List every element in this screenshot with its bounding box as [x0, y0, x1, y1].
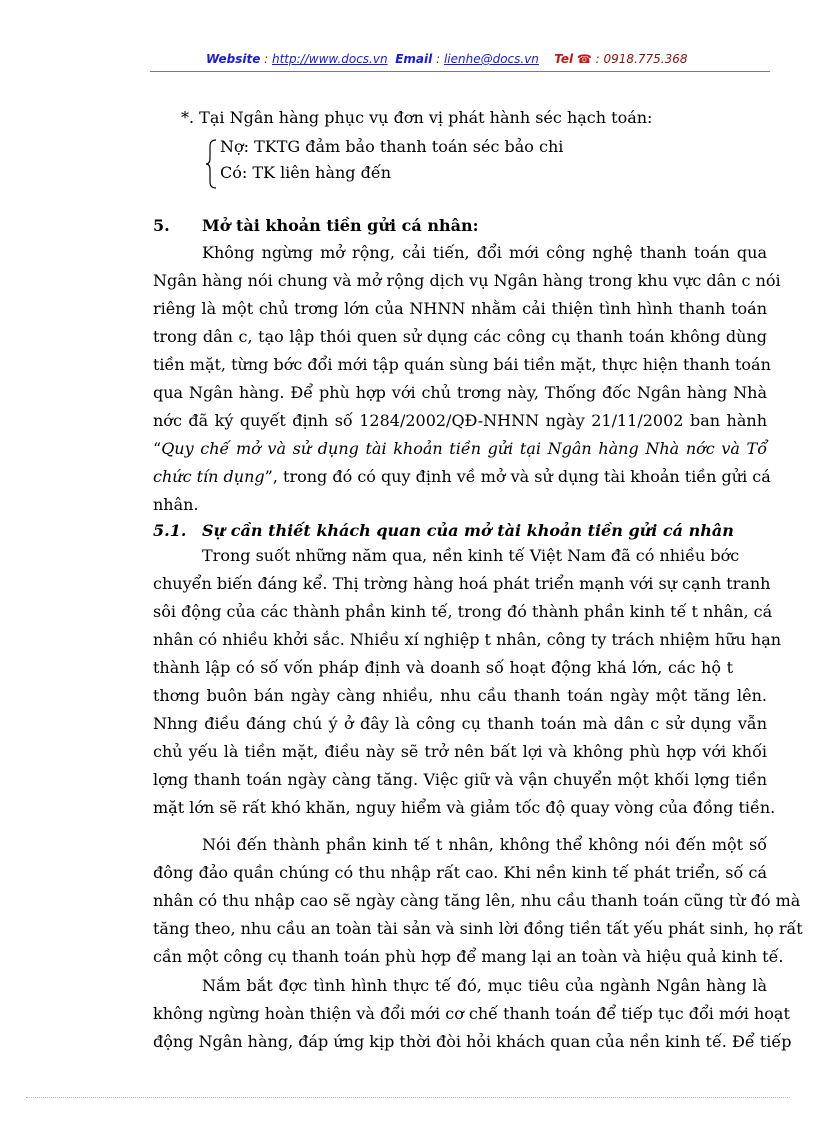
- paragraph-line: chủ yếu là tiền mặt, điều này sẽ trở nên bất lợi và không phù hợp với khối: [153, 742, 767, 761]
- section-5-number: 5.: [153, 216, 170, 235]
- page-header: [206, 52, 688, 66]
- paragraph-line: thơng buôn bán ngày càng nhiều, nhu cầu thanh toán ngày một tăng lên.: [153, 686, 767, 705]
- paragraph-line: Nhng điều đáng chú ý ở đây là công cụ thanh toán mà dân c sử dụng vẫn: [153, 714, 767, 733]
- paragraph-line: Ngân hàng nói chung và mở rộng dịch vụ Ngân hàng trong khu vực dân c nói: [153, 271, 781, 290]
- paragraph-line: trong dân c, tạo lập thói quen sử dụng các công cụ thanh toán không dùng: [153, 327, 767, 346]
- credit-entry: Có: TK liên hàng đến: [220, 163, 392, 182]
- website-link[interactable]: http://www.docs.vn: [272, 52, 388, 66]
- paragraph-line: [153, 467, 771, 487]
- email-label: Email: [395, 52, 433, 66]
- paragraph-text: ”, trong đó có quy định về mở và sử dụng tài khoản tiền gửi cá: [264, 467, 771, 486]
- paragraph-line: cần một công cụ thanh toán phù hợp để mang lại an toàn và hiệu quả kinh tế.: [153, 947, 784, 966]
- phone-icon: ☎: [576, 52, 592, 66]
- header-divider: [150, 71, 770, 72]
- paragraph-line: mặt lớn sẽ rất khó khăn, nguy hiểm và giảm tốc độ quay vòng của đồng tiền.: [153, 798, 776, 817]
- regulation-title-end: chức tín dụng: [153, 467, 265, 486]
- paragraph-line: không ngừng hoàn thiện và đổi mới cơ chế thanh toán để tiếp tục đổi mới hoạt: [153, 1004, 790, 1023]
- section-5-1-number: 5.1.: [153, 521, 187, 540]
- website-label: Website: [206, 52, 261, 66]
- tel-label: Tel: [554, 52, 574, 66]
- brace-icon: [206, 139, 218, 189]
- paragraph-line: đông đảo quần chúng có thu nhập rất cao. Khi nền kinh tế phát triển, số cá: [153, 863, 767, 882]
- paragraph-line: nhân có nhiều khởi sắc. Nhiều xí nghiệp t nhân, công ty trách nhiệm hữu hạn: [153, 630, 782, 649]
- paragraph-line: nhân có thu nhập cao sẽ ngày càng tăng lên, nhu cầu thanh toán cũng từ đó mà: [153, 891, 801, 910]
- accounting-intro: *. Tại Ngân hàng phục vụ đơn vị phát hành séc hạch toán:: [181, 108, 653, 127]
- debit-entry: Nợ: TKTG đảm bảo thanh toán séc bảo chi: [220, 137, 564, 156]
- paragraph-line: qua Ngân hàng. Để phù hợp với chủ trơng này, Thống đốc Ngân hàng Nhà: [153, 383, 767, 402]
- paragraph-line: lợng thanh toán ngày càng tăng. Việc giữ và vận chuyển một khối lợng tiền: [153, 770, 767, 789]
- paragraph-line: Không ngừng mở rộng, cải tiến, đổi mới công nghệ thanh toán qua: [202, 243, 767, 262]
- quote-open: “: [153, 439, 162, 458]
- footer-divider: [26, 1097, 790, 1098]
- paragraph-line: chuyển biến đáng kể. Thị trờng hàng hoá phát triển mạnh với sự cạnh tranh: [153, 574, 771, 593]
- paragraph-line: riêng là một chủ trơng lớn của NHNN nhằm cải thiện tình hình thanh toán: [153, 299, 767, 318]
- section-5-title: Mở tài khoản tiền gửi cá nhân:: [202, 216, 479, 235]
- paragraph-line: Nói đến thành phần kinh tế t nhân, không thể không nói đến một số: [202, 835, 767, 854]
- paragraph-line: thành lập có số vốn pháp định và doanh số hoạt động khá lớn, các hộ t: [153, 658, 733, 677]
- paragraph-line: động Ngân hàng, đáp ứng kịp thời đòi hỏi khách quan của nền kinh tế. Để tiếp: [153, 1032, 792, 1051]
- tel-value: : 0918.775.368: [591, 52, 688, 66]
- header-sep: :: [432, 52, 444, 66]
- paragraph-line: Nắm bắt đợc tình hình thực tế đó, mục tiêu của ngành Ngân hàng là: [202, 976, 767, 995]
- paragraph-line: Trong suốt những năm qua, nền kinh tế Việt Nam đã có nhiều bớc: [202, 546, 740, 565]
- paragraph-line: tiền mặt, từng bớc đổi mới tập quán sùng bái tiền mặt, thực hiện thanh toán: [153, 355, 771, 374]
- paragraph-line: nhân.: [153, 495, 199, 514]
- paragraph-line: nớc đã ký quyết định số 1284/2002/QĐ-NHNN ngày 21/11/2002 ban hành: [153, 411, 767, 430]
- paragraph-line: sôi động của các thành phần kinh tế, trong đó thành phần kinh tế t nhân, cá: [153, 602, 773, 621]
- email-link[interactable]: lienhe@docs.vn: [443, 52, 539, 66]
- paragraph-line: [153, 439, 767, 459]
- regulation-title: Quy chế mở và sử dụng tài khoản tiền gửi tại Ngân hàng Nhà nớc và Tổ: [161, 439, 767, 458]
- section-5-1-title: Sự cần thiết khách quan của mở tài khoản tiền gửi cá nhân: [202, 521, 734, 540]
- paragraph-line: tăng theo, nhu cầu an toàn tài sản và sinh lời đồng tiền tất yếu phát sinh, họ rất: [153, 919, 803, 938]
- header-sep: :: [260, 52, 272, 66]
